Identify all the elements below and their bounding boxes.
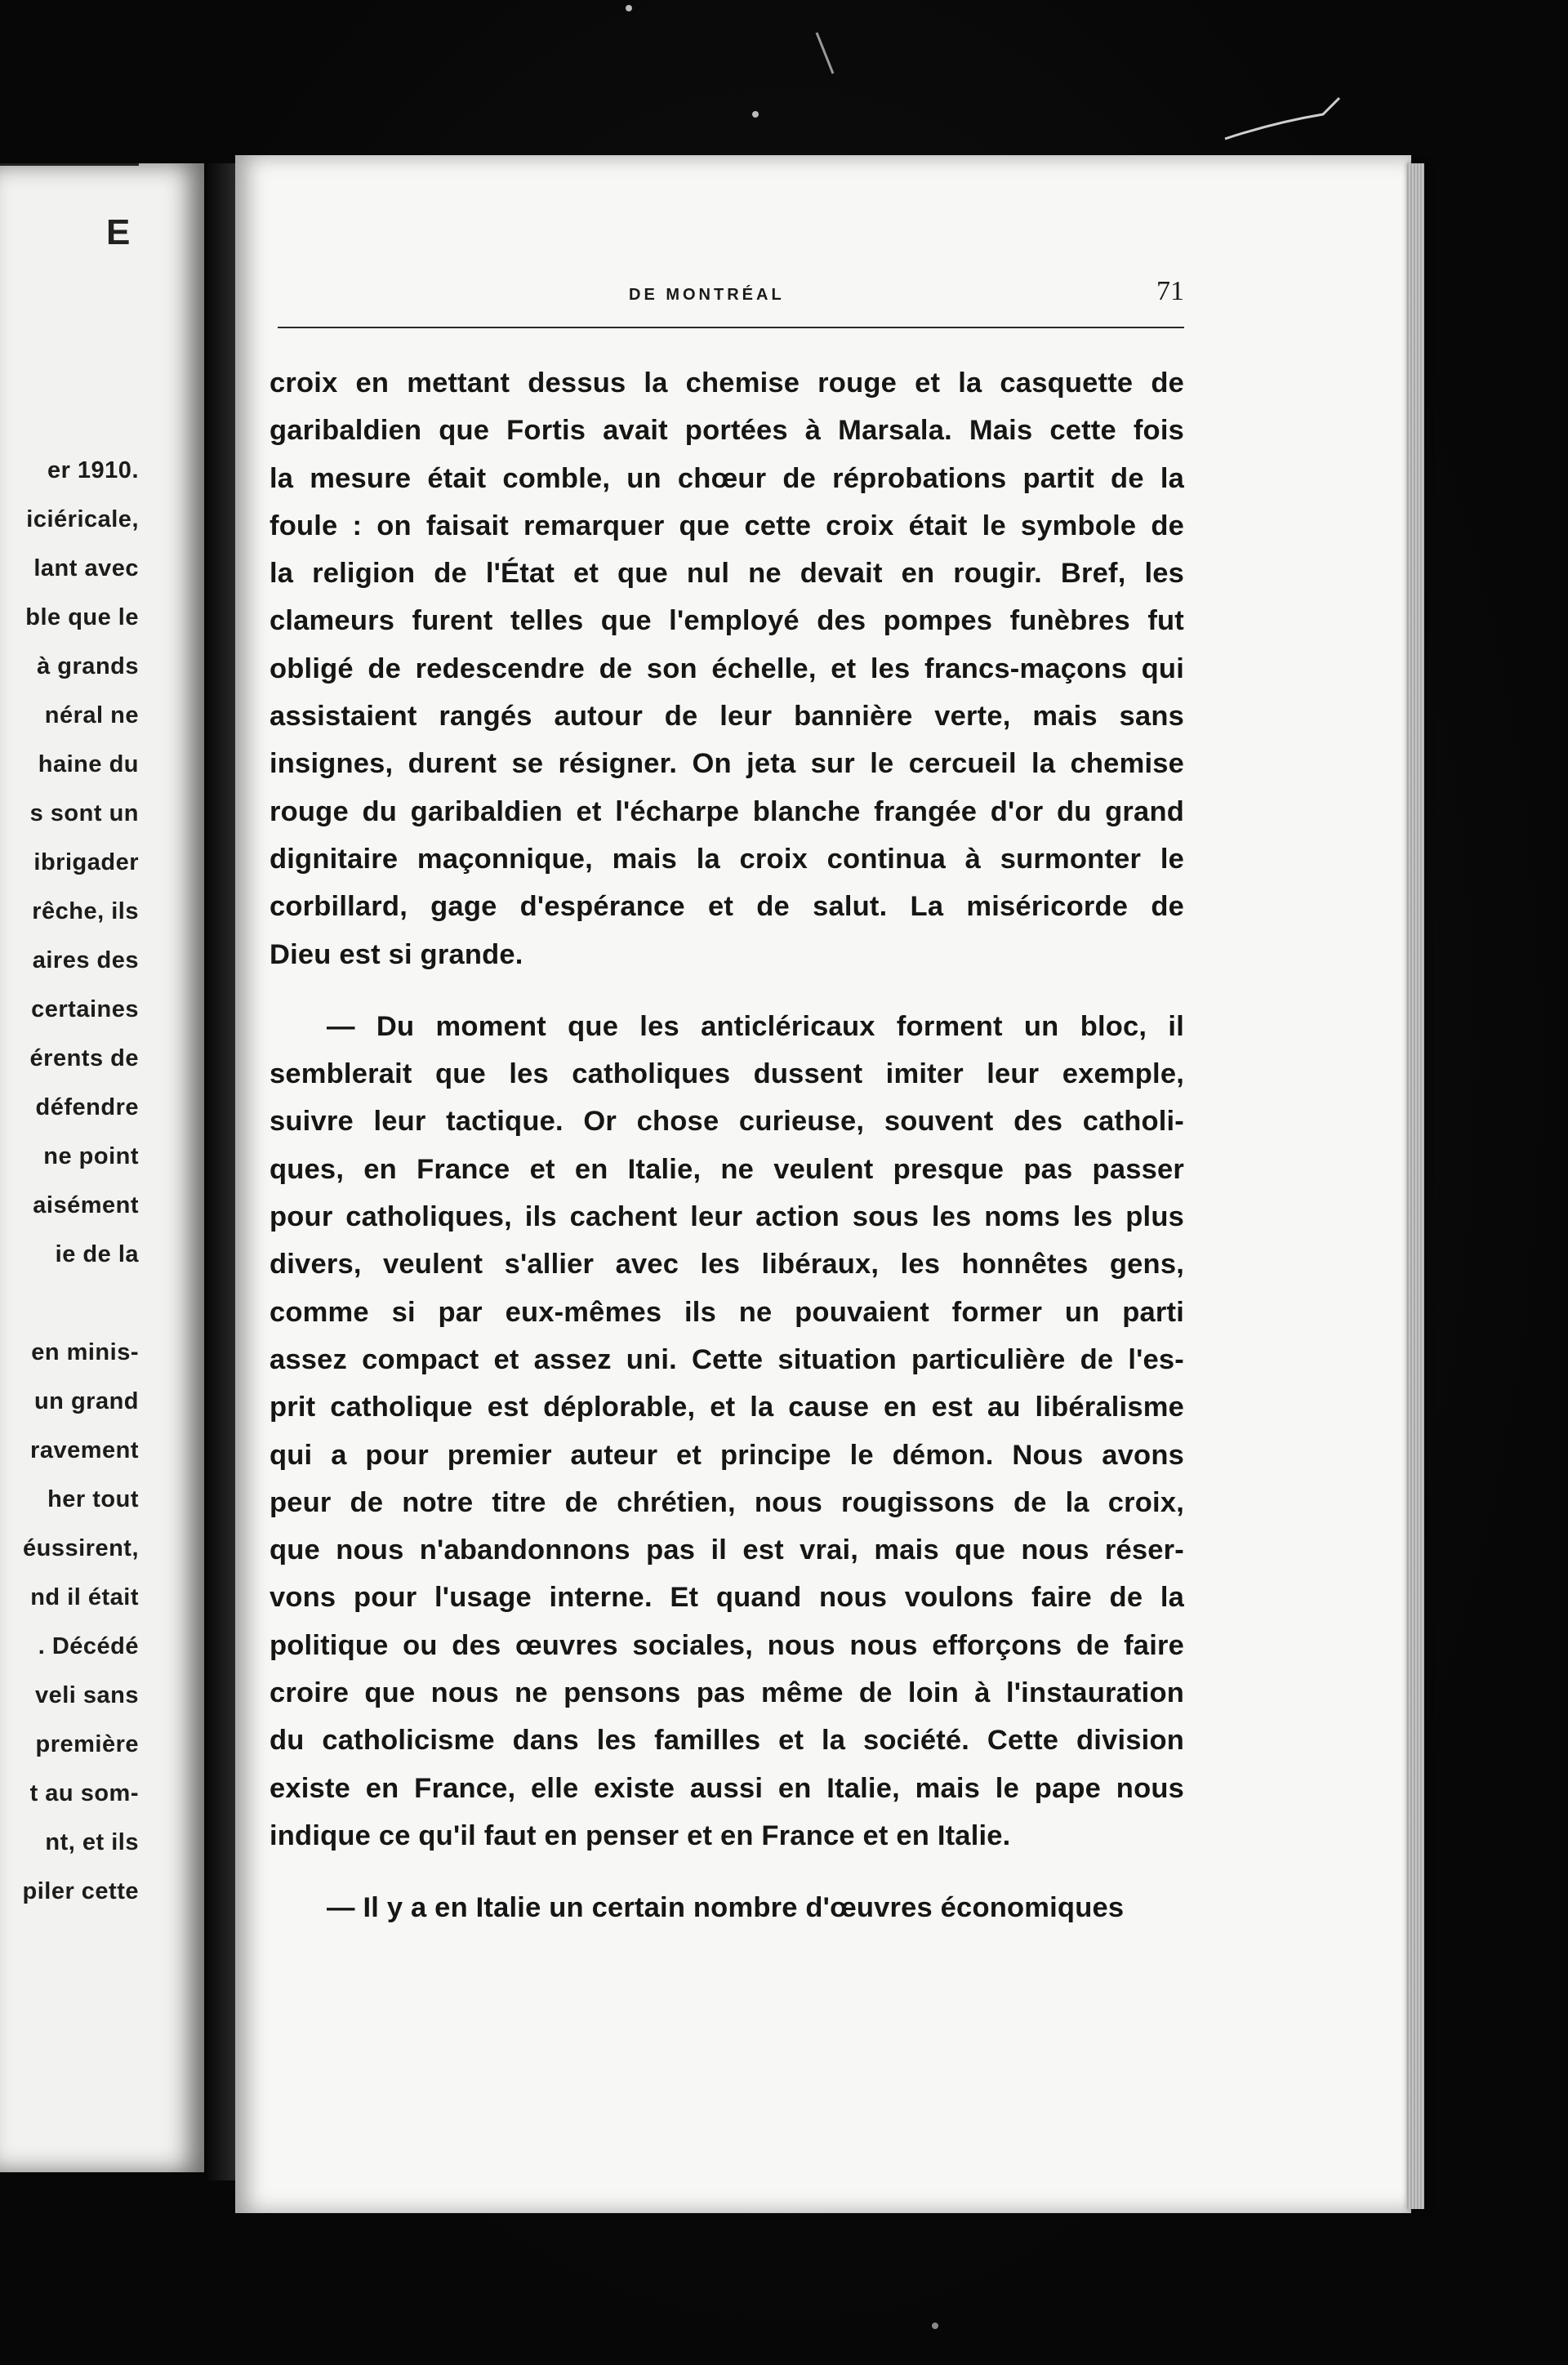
previous-page-line: éussirent,: [23, 1535, 139, 1561]
previous-page-line: nt, et ils: [45, 1829, 139, 1855]
text-line: du catholicisme dans les familles et la société. Cette division: [270, 1725, 1184, 1757]
previous-page-line: défendre: [35, 1094, 139, 1120]
previous-page-line: t au som-: [29, 1780, 139, 1806]
header-rule: [278, 327, 1184, 328]
previous-page-line: néral ne: [44, 702, 139, 728]
previous-page-line: er 1910.: [47, 457, 139, 483]
text-line: assez compact et assez uni. Cette situation particulière de l'es-: [270, 1343, 1184, 1375]
dust-speck: [626, 5, 632, 11]
text-line: semblerait que les catholiques dussent imiter leur exemple,: [270, 1058, 1184, 1090]
text-line: rouge du garibaldien et l'écharpe blanche frangée d'or du grand: [270, 795, 1184, 827]
previous-page-heading-letter: E: [106, 212, 131, 252]
text-line: pour catholiques, ils cachent leur action sous les noms les plus: [270, 1201, 1184, 1233]
paragraph: [270, 359, 1184, 978]
previous-page-line: . Décédé: [38, 1633, 139, 1659]
previous-page-line: aisément: [33, 1192, 139, 1218]
text-line: comme si par eux-mêmes ils ne pouvaient former un parti: [270, 1296, 1184, 1328]
scan-scratch: [817, 33, 833, 73]
previous-page-line: haine du: [38, 751, 139, 777]
text-line: existe en France, elle existe aussi en Italie, mais le pape nous: [270, 1772, 1184, 1804]
text-line: dignitaire maçonnique, mais la croix continua à surmonter le: [270, 843, 1184, 875]
text-line: clameurs furent telles que l'employé des pompes funèbres fut: [270, 605, 1184, 637]
paragraph-gap: [270, 978, 1184, 1003]
previous-page-line: ne point: [43, 1143, 139, 1169]
text-line: assistaient rangés autour de leur bannière verte, mais sans: [270, 701, 1184, 733]
text-line: qui a pour premier auteur et principe le démon. Nous avons: [270, 1439, 1184, 1471]
text-line: prit catholique est déplorable, et la cause en est au libéralisme: [270, 1392, 1184, 1423]
text-line: obligé de redescendre de son échelle, et les francs-maçons qui: [270, 652, 1184, 684]
page-number: 71: [1156, 276, 1184, 306]
previous-page-line: s sont un: [29, 800, 139, 826]
previous-page-line: ble que le: [25, 604, 139, 630]
page-header: [278, 276, 1184, 325]
text-line: croire que nous ne pensons pas même de loin à l'instauration: [270, 1677, 1184, 1709]
paragraph: [270, 1003, 1184, 1859]
text-line: la mesure était comble, un chœur de réprobations partit de la: [270, 462, 1184, 494]
previous-page-line: veli sans: [34, 1682, 139, 1708]
text-line: ques, en France et en Italie, ne veulent presque pas passer: [270, 1153, 1184, 1185]
dust-speck: [932, 2323, 938, 2329]
book-gutter: [204, 163, 237, 2180]
text-line: que nous n'abandonnons pas il est vrai, mais que nous réser-: [270, 1534, 1184, 1566]
paragraph-gap: [270, 1859, 1184, 1884]
previous-page-line: certaines: [31, 996, 139, 1022]
paragraph: [270, 1884, 1184, 1931]
page-stack-edge: [1406, 163, 1424, 2209]
text-line: croix en mettant dessus la chemise rouge et la casquette de: [270, 367, 1184, 399]
previous-page-line: en minis-: [31, 1339, 139, 1365]
running-head: DE MONTRÉAL: [629, 286, 785, 304]
text-line: vons pour l'usage interne. Et quand nous voulons faire de la: [270, 1582, 1184, 1614]
text-line: corbillard, gage d'espérance et de salut. La miséricorde de: [270, 891, 1184, 923]
previous-page-rule: [0, 163, 139, 166]
previous-page-line: ie de la: [55, 1241, 139, 1267]
previous-page-line: un grand: [33, 1388, 139, 1414]
text-line: foule : on faisait remarquer que cette croix était le symbole de: [270, 510, 1184, 541]
text-line: la religion de l'État et que nul ne devait en rougir. Bref, les: [270, 558, 1184, 590]
text-line: suivre leur tactique. Or chose curieuse, souvent des catholi-: [270, 1106, 1184, 1138]
text-line: Dieu est si grande.: [270, 938, 523, 970]
previous-page-line: piler cette: [22, 1878, 139, 1904]
previous-page-line: iciéricale,: [26, 506, 139, 532]
text-line: insignes, durent se résigner. On jeta sur le cercueil la chemise: [270, 748, 1184, 780]
text-line: garibaldien que Fortis avait portées à Marsala. Mais cette fois: [270, 415, 1184, 447]
scan-scratch: [1225, 98, 1339, 139]
text-line: peur de notre titre de chrétien, nous rougissons de la croix,: [270, 1486, 1184, 1518]
text-line: indique ce qu'il faut en penser et en France et en Italie.: [270, 1819, 1011, 1851]
previous-page-line: première: [35, 1731, 139, 1757]
text-line: divers, veulent s'allier avec les libéraux, les honnêtes gens,: [270, 1249, 1184, 1280]
previous-page-line: ravement: [30, 1437, 139, 1463]
previous-page-line: érents de: [29, 1045, 139, 1071]
text-line: — Il y a en Italie un certain nombre d'œuvres économiques: [327, 1892, 1125, 1924]
text-line: politique ou des œuvres sociales, nous nous efforçons de faire: [270, 1629, 1184, 1661]
previous-page-line: nd il était: [30, 1584, 139, 1610]
previous-page-line: ibrigader: [33, 849, 139, 875]
dust-speck: [752, 111, 759, 118]
text-line: — Du moment que les anticléricaux forment un bloc, il: [327, 1010, 1184, 1042]
previous-page-line: her tout: [47, 1486, 139, 1512]
previous-page-line: rêche, ils: [32, 898, 139, 924]
body-text: [270, 359, 1184, 1932]
previous-page-line: à grands: [37, 653, 139, 679]
previous-page-line: lant avec: [33, 555, 139, 581]
previous-page-line: aires des: [32, 947, 139, 973]
